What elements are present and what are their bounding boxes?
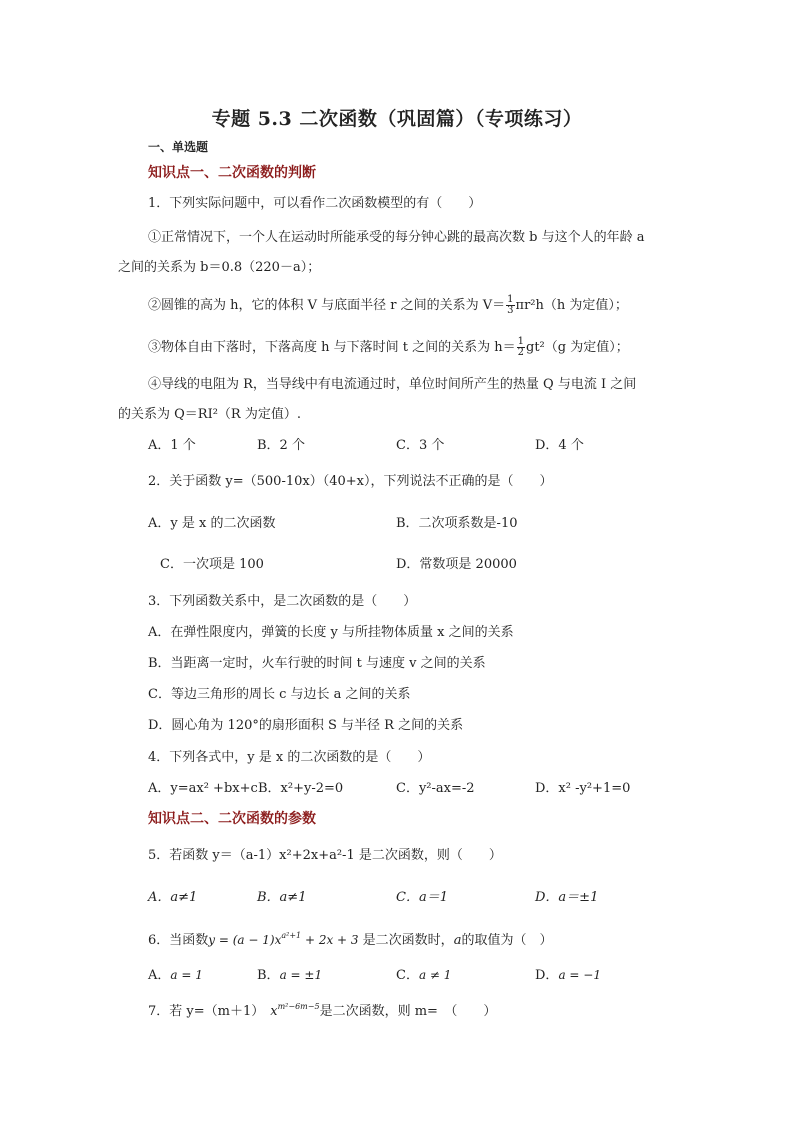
- question-1-statement-1b: 之间的关系为 b＝0.8（220－a）；: [118, 260, 321, 275]
- question-1-statement-4b: 的关系为 Q＝RI²（R 为定值）.: [118, 407, 301, 422]
- question-2-option-d[interactable]: D．常数项是 20000: [396, 557, 517, 572]
- question-6-stem: [148, 931, 552, 950]
- question-4-stem: 4．下列各式中，y 是 x 的二次函数的是（ ）: [148, 750, 431, 765]
- question-1-option-c[interactable]: C．3 个: [396, 438, 445, 453]
- question-6-variable: a: [453, 933, 462, 948]
- question-6-suffix: 的取值为（ ）: [461, 933, 553, 948]
- fraction-one-half: [517, 337, 525, 358]
- question-3-stem: 3．下列函数关系中，是二次函数的是（ ）: [148, 594, 417, 609]
- option-letter: A．: [148, 968, 171, 983]
- question-3-option-d[interactable]: D．圆心角为 120°的扇形面积 S 与半径 R 之间的关系: [148, 718, 464, 733]
- statement-3-tail: gt²（g 为定值）；: [526, 340, 629, 355]
- option-value: a ≠ 1: [418, 968, 452, 982]
- question-4-option-a[interactable]: A．y=ax² +bx+c: [148, 781, 258, 796]
- question-5-stem: 5．若函数 y＝（a-1）x²+2x+a²-1 是二次函数，则（ ）: [148, 848, 502, 863]
- statement-2-tail: πr²h（h 为定值）；: [515, 298, 628, 313]
- statement-3-text: ③物体自由下落时，下落高度 h 与下落时间 t 之间的关系为 h＝: [148, 340, 516, 355]
- question-5-option-c[interactable]: C．a＝1: [396, 890, 448, 905]
- question-6-option-d[interactable]: [535, 966, 601, 985]
- question-6-formula-tail: + 2x + 3: [301, 933, 359, 947]
- question-6-exponent: a²+1: [281, 931, 302, 940]
- question-3-option-a[interactable]: A．在弹性限度内，弹簧的长度 y 与所挂物体质量 x 之间的关系: [148, 625, 514, 640]
- question-3-option-c[interactable]: C．等边三角形的周长 c 与边长 a 之间的关系: [148, 687, 411, 702]
- question-3-option-b[interactable]: B．当距离一定时，火车行驶的时间 t 与速度 v 之间的关系: [148, 656, 486, 671]
- question-6-formula: y = (a − 1)x: [208, 933, 282, 947]
- question-4-option-b[interactable]: B．x²+y-2=0: [258, 781, 344, 796]
- fraction-denominator: 2: [517, 347, 525, 358]
- question-2-option-c[interactable]: C．一次项是 100: [160, 557, 264, 572]
- fraction-numerator: 1: [517, 336, 525, 347]
- question-7-x: x: [270, 1004, 278, 1019]
- fraction-denominator: 3: [507, 305, 514, 316]
- section-heading: 一、单选题: [148, 140, 209, 154]
- statement-2-text: ②圆锥的高为 h，它的体积 V 与底面半径 r 之间的关系为 V＝: [148, 298, 506, 313]
- question-5-option-a[interactable]: A．a≠1: [148, 890, 198, 905]
- option-letter: C．: [396, 968, 419, 983]
- fraction-one-third: [506, 295, 514, 316]
- question-6-option-a[interactable]: [148, 966, 203, 985]
- option-letter: B．: [257, 968, 280, 983]
- question-2-stem: 2．关于函数 y=（500-10x）（40+x），下列说法不正确的是（ ）: [148, 474, 553, 489]
- question-7-suffix: 是二次函数，则 m= （ ）: [319, 1004, 497, 1019]
- question-6-option-c[interactable]: [396, 966, 451, 985]
- question-7-exponent: m²−6m−5: [277, 1002, 320, 1011]
- question-7-stem: [148, 1003, 496, 1021]
- question-6-middle: 是二次函数时，: [358, 933, 454, 948]
- option-value: a = 1: [170, 968, 203, 982]
- question-6-prefix: 6．当函数: [148, 933, 209, 948]
- question-1-stem: 1．下列实际问题中，可以看作二次函数模型的有（ ）: [148, 196, 482, 211]
- question-1-option-a[interactable]: A．1 个: [148, 438, 196, 453]
- question-1-statement-1a: ①正常情况下，一个人在运动时所能承受的每分钟心跳的最高次数 b 与这个人的年龄 a: [148, 230, 645, 245]
- option-value: a = −1: [558, 968, 601, 982]
- question-2-option-b[interactable]: B．二次项系数是-10: [396, 516, 518, 531]
- question-2-option-a[interactable]: A．y 是 x 的二次函数: [148, 516, 276, 531]
- option-value: a = ±1: [279, 968, 323, 982]
- question-7-prefix: 7．若 y=（m＋1）: [148, 1004, 265, 1019]
- question-4-option-d[interactable]: D．x² -y²+1=0: [535, 781, 631, 796]
- question-4-option-c[interactable]: C．y²-ax=-2: [396, 781, 475, 796]
- page-title: 专题 5.3 二次函数（巩固篇）（专项练习）: [211, 108, 583, 130]
- question-5-option-d[interactable]: D．a＝±1: [535, 890, 599, 905]
- option-letter: D．: [535, 968, 559, 983]
- question-1-option-d[interactable]: D．4 个: [535, 438, 584, 453]
- knowledge-point-heading: 知识点一、二次函数的判断: [148, 165, 316, 181]
- question-1-statement-3: [148, 337, 629, 358]
- knowledge-point-heading-2: 知识点二、二次函数的参数: [148, 811, 316, 827]
- question-1-statement-2: [148, 295, 628, 316]
- fraction-numerator: 1: [507, 294, 514, 305]
- question-5-option-b[interactable]: B．a≠1: [257, 890, 307, 905]
- question-6-option-b[interactable]: [257, 966, 322, 985]
- question-1-option-b[interactable]: B．2 个: [257, 438, 305, 453]
- question-1-statement-4a: ④导线的电阻为 R，当导线中有电流通过时，单位时间所产生的热量 Q 与电流 I 之间: [148, 377, 637, 392]
